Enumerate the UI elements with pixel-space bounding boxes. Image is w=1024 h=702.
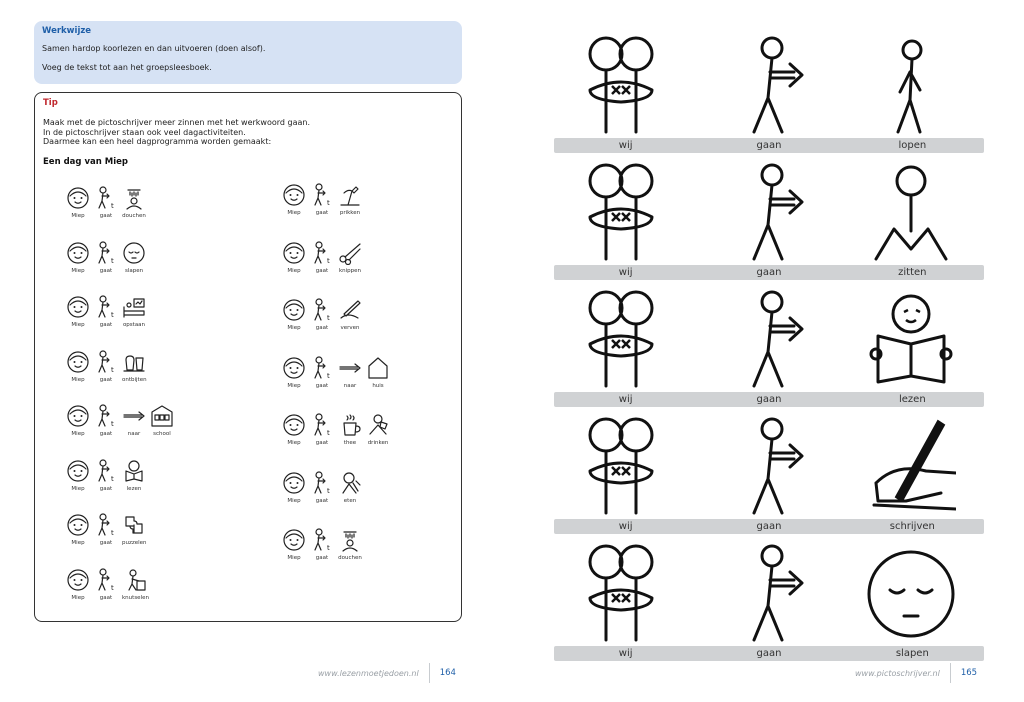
lezen-icon	[122, 459, 146, 483]
eten-icon	[338, 471, 362, 495]
gaat-icon	[310, 413, 334, 437]
douchen-icon	[338, 528, 362, 552]
picto-label: gaan	[756, 521, 782, 532]
slapen-icon	[122, 241, 146, 265]
picto-label: Miep	[287, 210, 301, 216]
svg-text:t: t	[327, 486, 330, 495]
picto-sentence	[282, 241, 366, 274]
wij-icon	[576, 159, 666, 267]
picto-label: puzzelen	[122, 540, 147, 546]
picto-sentence	[66, 241, 150, 274]
picto-label: wij	[618, 267, 633, 278]
picto-cell	[282, 183, 306, 216]
svg-text:t: t	[327, 256, 330, 265]
picto-label: douchen	[122, 213, 146, 219]
tip-line: In de pictoschrijver staan ook veel dagactiviteiten.	[43, 127, 246, 137]
lezen-icon	[866, 286, 956, 394]
picto-cell	[366, 413, 390, 446]
picto-cell	[338, 356, 362, 389]
picto-cell	[150, 404, 174, 437]
picto-label: lopen	[898, 140, 927, 151]
svg-text:t: t	[111, 311, 114, 319]
page-number: 164	[439, 668, 456, 678]
picto-cell	[338, 183, 362, 216]
picto-label: gaat	[99, 431, 113, 437]
picto-cell	[122, 513, 147, 546]
miep-icon	[282, 298, 306, 322]
gaan-icon	[732, 286, 822, 394]
picto-label: Miep	[287, 382, 301, 389]
svg-text:t: t	[327, 429, 330, 437]
picto-cell	[282, 298, 306, 331]
picto-sentence	[66, 568, 153, 601]
puzzelen-icon	[122, 513, 146, 537]
naar-icon	[338, 356, 362, 380]
picto-cell	[94, 568, 118, 601]
werkwijze-title: Werkwijze	[42, 26, 92, 36]
miep-icon	[66, 295, 90, 319]
picto-label: Miep	[71, 431, 85, 437]
tip-line: Maak met de pictoschrijver meer zinnen met het werkwoord gaan.	[43, 118, 311, 127]
label-bar	[554, 646, 984, 661]
picto-label: Miep	[71, 540, 85, 546]
picto-label: wij	[618, 521, 633, 532]
miep-icon	[282, 183, 306, 207]
gaat-icon	[94, 568, 118, 592]
picto-label: gaat	[315, 440, 329, 446]
picto-cell	[338, 471, 362, 504]
picto-cell	[310, 298, 334, 331]
werkwijze-line: Samen hardop koorlezen en dan uitvoeren (doen alsof).	[42, 44, 266, 53]
picto-label: Miep	[287, 440, 301, 446]
gaat-icon	[310, 356, 334, 380]
picto-label: Miep	[287, 555, 301, 561]
verven-icon	[338, 298, 362, 322]
picto-label: eten	[343, 497, 357, 504]
gaat-icon	[94, 513, 118, 537]
picto-row	[554, 538, 984, 664]
picto-cell	[310, 413, 334, 446]
picto-cell	[338, 241, 362, 274]
slapen-icon	[866, 540, 956, 648]
picto-cell	[282, 528, 306, 561]
picto-label: gaat	[315, 267, 329, 274]
knutselen-icon	[123, 568, 147, 592]
svg-text:t: t	[111, 365, 114, 374]
werkwijze-box	[34, 21, 462, 84]
picto-cell	[310, 356, 334, 389]
opstaan-icon	[122, 295, 146, 319]
picto-label: Miep	[287, 267, 301, 274]
picto-sentence	[66, 295, 150, 328]
wij-icon	[576, 540, 666, 648]
svg-text:t: t	[327, 314, 330, 322]
miep-icon	[282, 241, 306, 265]
footer-divider	[950, 663, 951, 683]
tip-subtitle: Een dag van Miep	[43, 156, 128, 167]
picto-label: drinken	[367, 440, 389, 446]
picto-cell	[282, 241, 306, 274]
svg-text:t: t	[111, 202, 114, 210]
picto-cell	[310, 528, 334, 561]
footer-divider	[429, 663, 430, 683]
picto-cell	[66, 295, 90, 328]
label-bar	[554, 138, 984, 153]
wij-icon	[576, 32, 666, 140]
picto-label: gaat	[99, 267, 113, 274]
footer-right	[855, 662, 977, 684]
svg-text:t: t	[111, 583, 114, 592]
picto-sentence	[282, 298, 366, 331]
picto-label: Miep	[71, 376, 85, 383]
picto-row	[554, 157, 984, 283]
picto-label: Miep	[71, 485, 85, 492]
wij-icon	[576, 286, 666, 394]
picto-sentence	[66, 513, 151, 546]
picto-cell	[122, 295, 146, 328]
naar-icon	[122, 404, 146, 428]
svg-text:t: t	[327, 371, 330, 380]
picto-label: naar	[127, 431, 141, 437]
douchen-icon	[122, 186, 146, 210]
gaat-icon	[94, 459, 118, 483]
picto-label: lezen	[898, 394, 926, 405]
huis-icon	[366, 356, 390, 380]
picto-cell	[310, 471, 334, 504]
picto-cell	[366, 356, 390, 389]
picto-cell	[122, 241, 146, 274]
miep-icon	[66, 350, 90, 374]
gaat-icon	[94, 404, 118, 428]
picto-cell	[66, 350, 90, 383]
picto-label: lezen	[126, 485, 142, 492]
picto-label: gaat	[99, 594, 113, 601]
picto-cell	[122, 186, 146, 219]
picto-label: wij	[618, 648, 633, 659]
gaat-icon	[310, 183, 334, 207]
picto-cell	[66, 459, 90, 492]
picto-cell	[66, 404, 90, 437]
picto-label: gaat	[99, 322, 113, 328]
picto-sentence	[66, 459, 150, 492]
picto-label: Miep	[287, 497, 301, 504]
miep-icon	[282, 528, 306, 552]
gaan-icon	[732, 540, 822, 648]
picto-label: gaan	[756, 140, 782, 151]
picto-label: knippen	[338, 267, 362, 274]
picto-label: verven	[340, 325, 360, 331]
picto-label: gaat	[315, 555, 329, 561]
label-bar	[554, 392, 984, 407]
picto-label: thee	[343, 440, 357, 446]
miep-icon	[66, 404, 90, 428]
picto-label: ontbijten	[122, 376, 147, 383]
picto-label: naar	[343, 382, 357, 389]
picto-cell	[66, 513, 90, 546]
picto-label: gaan	[756, 648, 782, 659]
ontbijten-icon	[122, 350, 146, 374]
picto-cell	[310, 183, 334, 216]
picto-cell	[94, 350, 118, 383]
picto-label: gaan	[756, 267, 782, 278]
schrijven-icon	[866, 413, 956, 521]
picto-cell	[94, 295, 118, 328]
picto-cell	[66, 568, 90, 601]
picto-label: Miep	[71, 267, 85, 274]
picto-label: gaat	[99, 540, 113, 546]
picto-label: Miep	[71, 213, 85, 219]
drinken-icon	[366, 413, 390, 437]
picto-label: gaat	[315, 497, 329, 504]
picto-sentence	[282, 183, 366, 216]
picto-sentence	[282, 528, 366, 561]
picto-cell	[282, 471, 306, 504]
picto-label: knutselen	[122, 594, 149, 601]
gaat-icon	[310, 298, 334, 322]
tip-title: Tip	[43, 98, 58, 108]
picto-label: gaat	[99, 376, 113, 383]
picto-label: wij	[618, 140, 633, 151]
picto-cell	[310, 241, 334, 274]
gaat-icon	[310, 471, 334, 495]
gaat-icon	[310, 528, 334, 552]
picto-label: Miep	[71, 594, 85, 601]
picto-cell	[338, 298, 362, 331]
svg-text:t: t	[327, 199, 330, 207]
picto-label: gaat	[99, 213, 113, 219]
picto-label: Miep	[287, 325, 301, 331]
footer-url[interactable]: www.lezenmoetjedoen.nl	[318, 668, 419, 678]
picto-row	[554, 284, 984, 410]
gaat-icon	[94, 295, 118, 319]
picto-label: douchen	[338, 555, 362, 561]
picto-cell	[338, 413, 362, 446]
miep-icon	[282, 413, 306, 437]
picto-label: wij	[618, 394, 633, 405]
right-page	[512, 0, 1024, 702]
picto-sentence	[282, 471, 366, 504]
tip-line: Daarmee kan een heel dagprogramma worden gemaakt:	[43, 137, 272, 147]
prikken-icon	[338, 183, 362, 207]
page-number: 165	[960, 668, 978, 678]
miep-icon	[282, 471, 306, 495]
picto-cell	[338, 528, 362, 561]
picto-cell	[94, 459, 118, 492]
miep-icon	[66, 459, 90, 483]
svg-text:t: t	[111, 474, 114, 483]
picto-label: Miep	[71, 322, 85, 328]
miep-icon	[66, 241, 90, 265]
gaan-icon	[732, 413, 822, 521]
footer-url[interactable]: www.pictoschrijver.nl	[855, 668, 940, 678]
label-bar	[554, 519, 984, 534]
picto-label: zitten	[898, 267, 927, 278]
picto-sentence	[66, 350, 151, 383]
picto-label: huis	[372, 382, 384, 389]
picto-label: gaat	[315, 325, 329, 331]
miep-icon	[66, 513, 90, 537]
picto-sentence	[282, 356, 394, 389]
picto-sentence	[66, 186, 150, 219]
picto-row	[554, 411, 984, 537]
picto-label: schrijven	[889, 521, 935, 532]
picto-cell	[66, 186, 90, 219]
svg-text:t: t	[327, 544, 330, 552]
footer-left	[318, 662, 456, 684]
gaat-icon	[94, 241, 118, 265]
picto-cell	[282, 413, 306, 446]
picto-cell	[94, 513, 118, 546]
gaan-icon	[732, 32, 822, 140]
svg-text:t: t	[111, 529, 114, 537]
picto-cell	[122, 350, 147, 383]
picto-label: gaan	[756, 394, 782, 405]
gaan-icon	[732, 159, 822, 267]
wij-icon	[576, 413, 666, 521]
picto-label: gaat	[315, 382, 329, 389]
svg-text:t: t	[111, 256, 114, 265]
picto-cell	[94, 241, 118, 274]
gaat-icon	[94, 350, 118, 374]
thee-icon	[338, 413, 362, 437]
picto-cell	[66, 241, 90, 274]
picto-row	[554, 30, 984, 156]
picto-label: prikken	[339, 210, 361, 216]
picto-cell	[122, 404, 146, 437]
lopen-icon	[866, 32, 956, 140]
zitten-icon	[866, 159, 956, 267]
picto-label: slapen	[124, 267, 144, 274]
picto-cell	[282, 356, 306, 389]
svg-text:t: t	[111, 420, 114, 428]
picto-label: opstaan	[122, 322, 146, 328]
miep-icon	[66, 186, 90, 210]
picto-cell	[94, 404, 118, 437]
school-icon	[150, 404, 174, 428]
gaat-icon	[94, 186, 118, 210]
picto-label: gaat	[315, 210, 329, 216]
picto-cell	[122, 568, 149, 601]
werkwijze-line: Voeg de tekst tot aan het groepsleesboek.	[42, 62, 212, 72]
gaat-icon	[310, 241, 334, 265]
picto-label: gaat	[99, 485, 113, 492]
picto-label: school	[153, 431, 171, 437]
miep-icon	[66, 568, 90, 592]
picto-label: slapen	[895, 648, 929, 659]
picto-sentence	[66, 404, 178, 437]
picto-cell	[122, 459, 146, 492]
label-bar	[554, 265, 984, 280]
knippen-icon	[338, 241, 362, 265]
miep-icon	[282, 356, 306, 380]
picto-cell	[94, 186, 118, 219]
picto-sentence	[282, 413, 394, 446]
